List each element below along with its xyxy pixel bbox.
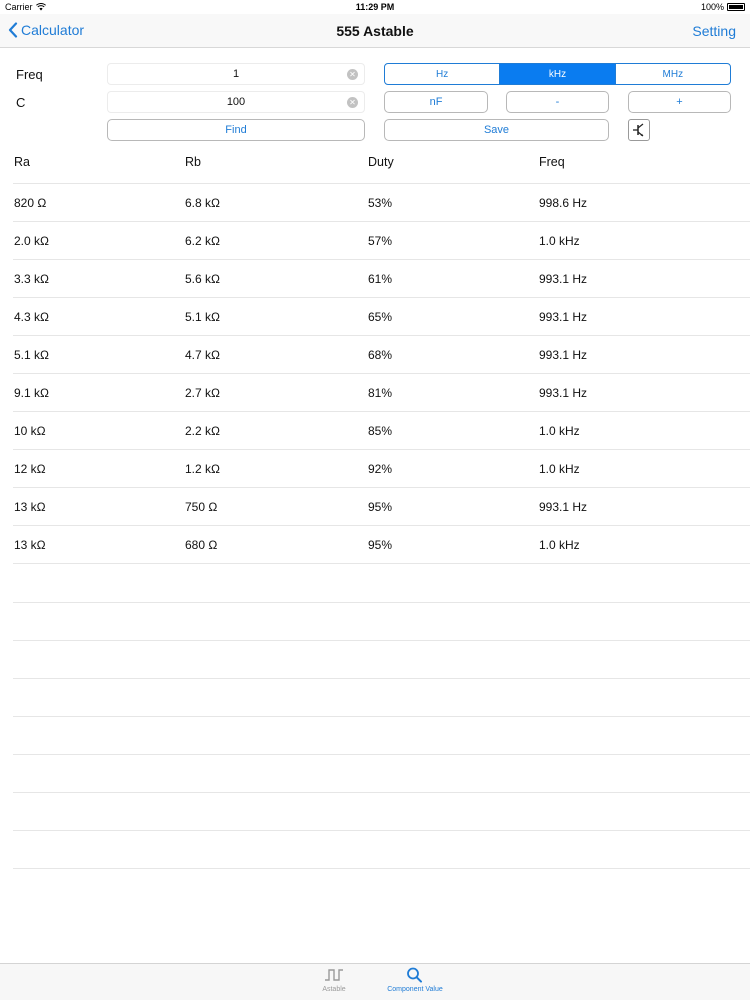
empty-row bbox=[13, 793, 750, 831]
setting-button[interactable]: Setting bbox=[692, 23, 736, 39]
unit-mhz-segment[interactable]: MHz bbox=[662, 68, 684, 80]
cell-freq: 993.1 Hz bbox=[539, 348, 588, 362]
table-row[interactable] bbox=[13, 412, 750, 450]
battery-percent: 100% bbox=[700, 2, 724, 12]
table-row[interactable] bbox=[13, 298, 750, 336]
status-time: 11:29 PM bbox=[355, 2, 395, 12]
transistor-icon bbox=[631, 122, 647, 138]
tab-astable-label: Astable bbox=[322, 986, 346, 993]
cell-freq: 998.6 Hz bbox=[539, 196, 588, 210]
status-bar bbox=[0, 0, 750, 14]
cell-freq: 993.1 Hz bbox=[539, 386, 588, 400]
freq-input-value: 1 bbox=[232, 68, 240, 80]
empty-row bbox=[13, 603, 750, 641]
find-button[interactable]: Find bbox=[107, 119, 365, 141]
empty-row bbox=[13, 679, 750, 717]
battery-icon bbox=[727, 3, 745, 11]
header-rb: Rb bbox=[185, 155, 201, 169]
back-button[interactable] bbox=[8, 22, 84, 38]
cell-ra: 9.1 kΩ bbox=[14, 386, 49, 400]
carrier-label: Carrier bbox=[5, 2, 33, 12]
capacitor-unit-button[interactable]: nF bbox=[384, 91, 488, 113]
cell-freq: 1.0 kHz bbox=[539, 538, 580, 552]
cell-duty: 95% bbox=[368, 538, 393, 552]
cell-rb: 680 Ω bbox=[185, 538, 218, 552]
cell-duty: 68% bbox=[368, 348, 393, 362]
cell-duty: 57% bbox=[368, 234, 393, 248]
cell-ra: 13 kΩ bbox=[14, 538, 46, 552]
cell-rb: 4.7 kΩ bbox=[185, 348, 220, 362]
cell-ra: 4.3 kΩ bbox=[14, 310, 49, 324]
freq-clear-icon[interactable]: ✕ bbox=[347, 69, 358, 80]
header-freq: Freq bbox=[539, 155, 565, 169]
cell-ra: 12 kΩ bbox=[14, 462, 46, 476]
cell-rb: 750 Ω bbox=[185, 500, 218, 514]
cell-rb: 1.2 kΩ bbox=[185, 462, 220, 476]
cell-duty: 61% bbox=[368, 272, 393, 286]
cell-freq: 993.1 Hz bbox=[539, 310, 588, 324]
header-duty: Duty bbox=[368, 155, 394, 169]
cell-ra: 10 kΩ bbox=[14, 424, 46, 438]
increment-button[interactable]: + bbox=[628, 91, 731, 113]
frequency-unit-selector bbox=[384, 63, 731, 85]
decrement-button[interactable]: - bbox=[506, 91, 609, 113]
table-row[interactable] bbox=[13, 336, 750, 374]
cell-duty: 53% bbox=[368, 196, 393, 210]
table-row[interactable] bbox=[13, 184, 750, 222]
cell-rb: 2.7 kΩ bbox=[185, 386, 220, 400]
cell-ra: 5.1 kΩ bbox=[14, 348, 49, 362]
chevron-left-icon bbox=[8, 22, 18, 38]
tab-bar bbox=[0, 963, 750, 1000]
cell-rb: 6.2 kΩ bbox=[185, 234, 220, 248]
empty-row bbox=[13, 717, 750, 755]
table-row[interactable] bbox=[13, 222, 750, 260]
empty-row bbox=[13, 755, 750, 793]
c-input-value: 100 bbox=[226, 96, 246, 108]
table-row[interactable] bbox=[13, 526, 750, 564]
cell-freq: 1.0 kHz bbox=[539, 234, 580, 248]
cell-rb: 5.6 kΩ bbox=[185, 272, 220, 286]
c-clear-icon[interactable]: ✕ bbox=[347, 97, 358, 108]
cell-freq: 993.1 Hz bbox=[539, 272, 588, 286]
transistor-button[interactable] bbox=[628, 119, 650, 141]
page-title: 555 Astable bbox=[336, 23, 414, 39]
table-header-row bbox=[13, 145, 750, 184]
cell-duty: 95% bbox=[368, 500, 393, 514]
empty-table-rows bbox=[13, 565, 750, 869]
results-table bbox=[13, 145, 750, 564]
square-wave-icon bbox=[324, 967, 344, 983]
table-row[interactable] bbox=[13, 450, 750, 488]
cell-freq: 1.0 kHz bbox=[539, 462, 580, 476]
empty-row bbox=[13, 565, 750, 603]
empty-row bbox=[13, 831, 750, 869]
cell-duty: 81% bbox=[368, 386, 393, 400]
save-button[interactable]: Save bbox=[384, 119, 609, 141]
table-row[interactable] bbox=[13, 374, 750, 412]
cell-ra: 2.0 kΩ bbox=[14, 234, 49, 248]
navigation-bar bbox=[0, 14, 750, 48]
tab-component-value[interactable] bbox=[380, 967, 450, 993]
search-icon bbox=[406, 967, 424, 983]
table-row[interactable] bbox=[13, 488, 750, 526]
back-button-label: Calculator bbox=[21, 22, 85, 38]
cell-duty: 65% bbox=[368, 310, 393, 324]
tab-component-value-label: Component Value bbox=[387, 986, 443, 993]
header-ra: Ra bbox=[14, 155, 30, 169]
empty-row bbox=[13, 641, 750, 679]
cell-rb: 6.8 kΩ bbox=[185, 196, 220, 210]
cell-freq: 1.0 kHz bbox=[539, 424, 580, 438]
cell-duty: 92% bbox=[368, 462, 393, 476]
cell-rb: 5.1 kΩ bbox=[185, 310, 220, 324]
cell-ra: 3.3 kΩ bbox=[14, 272, 49, 286]
unit-hz-segment[interactable]: Hz bbox=[385, 64, 500, 84]
cell-ra: 820 Ω bbox=[14, 196, 47, 210]
tab-astable[interactable] bbox=[299, 967, 369, 993]
freq-input[interactable] bbox=[107, 63, 365, 85]
cell-freq: 993.1 Hz bbox=[539, 500, 588, 514]
cell-rb: 2.2 kΩ bbox=[185, 424, 220, 438]
table-row[interactable] bbox=[13, 260, 750, 298]
unit-khz-segment[interactable]: kHz bbox=[500, 64, 615, 84]
cell-ra: 13 kΩ bbox=[14, 500, 46, 514]
c-label: C bbox=[16, 95, 26, 110]
battery-indicator bbox=[701, 2, 745, 12]
freq-label: Freq bbox=[16, 67, 43, 82]
c-input[interactable] bbox=[107, 91, 365, 113]
cell-duty: 85% bbox=[368, 424, 393, 438]
